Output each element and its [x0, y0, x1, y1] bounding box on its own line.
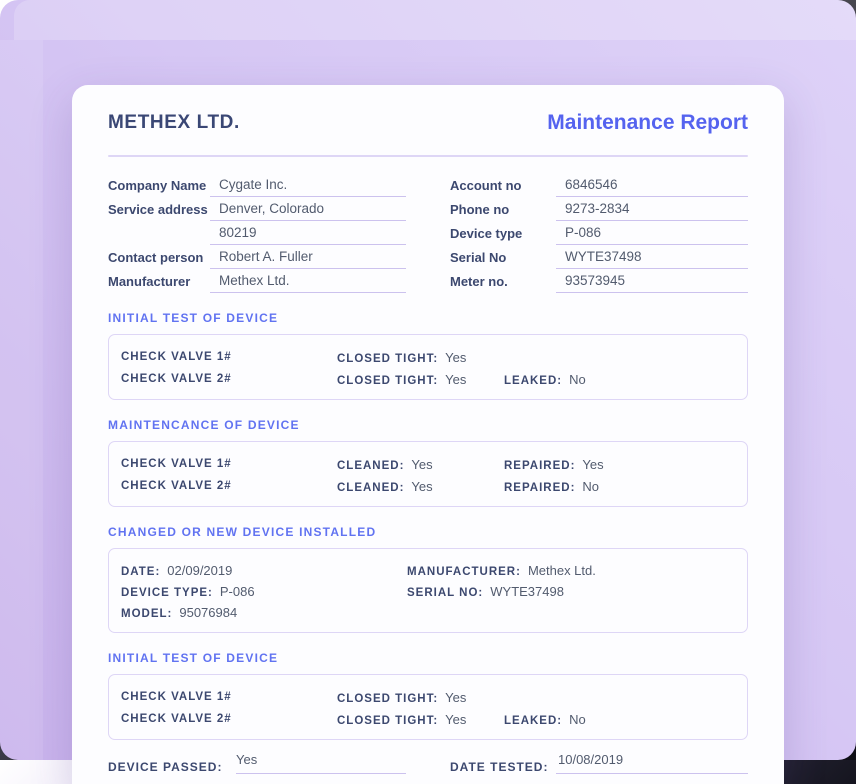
info-row-zip — [108, 221, 406, 245]
cleaned-value: Yes — [411, 478, 433, 494]
account-no-field[interactable]: 6846546 — [556, 177, 748, 197]
section-changed-device — [108, 525, 748, 633]
info-row-phone-no — [450, 197, 748, 221]
date-tested-field[interactable]: 10/08/2019 — [556, 752, 748, 774]
device-type-label: DEVICE TYPE: — [121, 587, 213, 599]
maintenance-report-card — [72, 85, 784, 784]
info-row-contact-person — [108, 245, 406, 269]
info-row-serial-no — [450, 245, 748, 269]
device-passed-cell — [108, 752, 406, 774]
serial-no-value: WYTE37498 — [490, 584, 564, 599]
meter-no-label: Meter no. — [450, 274, 508, 289]
valve-name: CHECK VALVE 2# — [121, 373, 232, 385]
device-detail-row — [109, 560, 747, 581]
serial-no-label: Serial No — [450, 250, 507, 265]
valve-name: CHECK VALVE 2# — [121, 713, 232, 725]
contact-person-field[interactable]: Robert A. Fuller — [210, 249, 406, 269]
device-passed-field[interactable]: Yes — [236, 752, 406, 774]
valve-row — [109, 368, 747, 390]
section-initial-test-1 — [108, 311, 748, 400]
cleaned-value: Yes — [411, 456, 433, 472]
device-type-value: P-086 — [219, 584, 255, 599]
leaked-value: No — [569, 711, 586, 727]
info-row-meter-no — [450, 269, 748, 293]
serial-no-field[interactable]: WYTE37498 — [556, 249, 748, 269]
manufacturer-label: MANUFACTURER: — [407, 566, 521, 578]
zip-field[interactable]: 80219 — [210, 225, 406, 245]
date-tested-cell — [450, 752, 748, 774]
service-address-field[interactable]: Denver, Colorado — [210, 201, 406, 221]
date-value: 02/09/2019 — [167, 563, 233, 578]
model-label: MODEL: — [121, 608, 173, 620]
report-footer — [108, 752, 748, 774]
account-no-label: Account no — [450, 178, 522, 193]
repaired-label: REPAIRED: — [504, 459, 576, 472]
section-heading: CHANGED OR NEW DEVICE INSTALLED — [108, 525, 377, 539]
device-passed-label: DEVICE PASSED: — [108, 760, 223, 774]
report-header — [108, 85, 748, 138]
initial-test-box-2 — [108, 674, 748, 740]
device-detail-row — [109, 602, 747, 623]
valve-name: CHECK VALVE 1# — [121, 351, 232, 363]
service-address-label: Service address — [108, 202, 208, 217]
info-row-device-type — [450, 221, 748, 245]
valve-name: CHECK VALVE 2# — [121, 480, 232, 492]
closed-tight-label: CLOSED TIGHT: — [337, 352, 439, 365]
closed-tight-value: Yes — [445, 711, 467, 727]
header-divider — [108, 155, 748, 157]
cleaned-label: CLEANED: — [337, 459, 405, 472]
section-maintenance — [108, 418, 748, 507]
closed-tight-label: CLOSED TIGHT: — [337, 714, 439, 727]
contact-person-label: Contact person — [108, 250, 204, 265]
closed-tight-label: CLOSED TIGHT: — [337, 374, 439, 387]
info-row-company-name — [108, 173, 406, 197]
date-tested-label: DATE TESTED: — [450, 760, 549, 774]
valve-row — [109, 346, 747, 368]
model-value: 95076984 — [179, 605, 238, 620]
section-heading: INITIAL TEST OF DEVICE — [108, 311, 279, 325]
cleaned-label: CLEANED: — [337, 481, 405, 494]
manufacturer-value: Methex Ltd. — [527, 563, 596, 578]
company-name-label: Company Name — [108, 178, 207, 193]
valve-row — [109, 475, 747, 497]
closed-tight-value: Yes — [445, 371, 467, 387]
section-heading: MAINTENCANCE OF DEVICE — [108, 418, 300, 432]
section-heading: INITIAL TEST OF DEVICE — [108, 651, 279, 665]
valve-row — [109, 453, 747, 475]
info-column-left — [108, 173, 406, 293]
company-brand: METHEX LTD. — [108, 112, 240, 133]
leaked-label: LEAKED: — [504, 374, 563, 387]
meter-no-field[interactable]: 93573945 — [556, 273, 748, 293]
phone-no-label: Phone no — [450, 202, 510, 217]
closed-tight-value: Yes — [445, 689, 467, 705]
phone-no-field[interactable]: 9273-2834 — [556, 201, 748, 221]
closed-tight-label: CLOSED TIGHT: — [337, 692, 439, 705]
zip-label — [108, 241, 210, 245]
repaired-value: No — [582, 478, 600, 494]
closed-tight-value: Yes — [445, 349, 467, 365]
manufacturer-label: Manufacturer — [108, 274, 191, 289]
valve-name: CHECK VALVE 1# — [121, 691, 232, 703]
background-highlight-band — [14, 0, 856, 40]
info-row-account-no — [450, 173, 748, 197]
maintenance-box — [108, 441, 748, 507]
changed-device-box — [108, 548, 748, 633]
manufacturer-field[interactable]: Methex Ltd. — [210, 273, 406, 293]
repaired-label: REPAIRED: — [504, 481, 576, 494]
company-name-field[interactable]: Cygate Inc. — [210, 177, 406, 197]
info-row-service-address — [108, 197, 406, 221]
initial-test-box-1 — [108, 334, 748, 400]
info-grid — [108, 173, 748, 293]
serial-no-label: SERIAL NO: — [407, 587, 484, 599]
device-type-field[interactable]: P-086 — [556, 225, 748, 245]
report-title: Maintenance Report — [547, 111, 748, 134]
device-type-label: Device type — [450, 226, 523, 241]
repaired-value: Yes — [582, 456, 604, 472]
info-column-right — [450, 173, 748, 293]
valve-row — [109, 686, 747, 708]
leaked-value: No — [569, 371, 586, 387]
device-detail-row — [109, 581, 747, 602]
valve-name: CHECK VALVE 1# — [121, 458, 232, 470]
info-row-manufacturer — [108, 269, 406, 293]
section-initial-test-2 — [108, 651, 748, 740]
background-highlight-strip — [0, 40, 43, 760]
valve-row — [109, 708, 747, 730]
date-label: DATE: — [121, 566, 161, 578]
leaked-label: LEAKED: — [504, 714, 563, 727]
